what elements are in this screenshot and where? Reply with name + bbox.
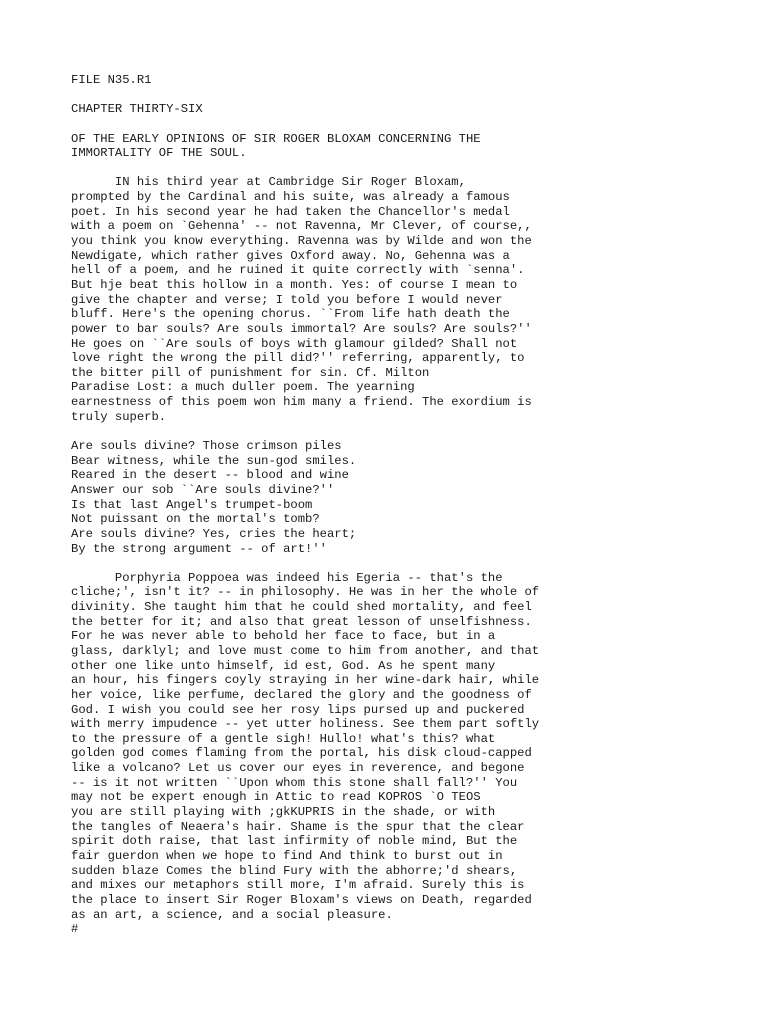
text-line: He goes on ``Are souls of boys with glamour gilded? Shall not — [71, 336, 518, 351]
text-line: prompted by the Cardinal and his suite, was already a famous — [71, 190, 510, 205]
text-line: God. I wish you could see her rosy lips pursed up and puckered — [71, 702, 525, 717]
poem-line: Reared in the desert -- blood and wine — [71, 468, 349, 483]
text-line: you think you know everything. Ravenna was by Wilde and won the — [71, 234, 532, 249]
text-line: her voice, like perfume, declared the glory and the goodness of — [71, 687, 532, 702]
text-line: like a volcano? Let us cover our eyes in reverence, and begone — [71, 761, 525, 776]
poem-line: By the strong argument -- of art!'' — [71, 541, 327, 556]
text-line: as an art, a science, and a social pleasure. — [71, 907, 393, 922]
text-line: # — [71, 922, 79, 937]
text-line: Newdigate, which rather gives Oxford away. No, Gehenna was a — [71, 248, 510, 263]
text-line: you are still playing with ;gkKUPRIS in the shade, or with — [71, 805, 496, 820]
text-line: poet. In his second year he had taken the Chancellor's medal — [71, 204, 510, 219]
text-line: Porphyria Poppoea was indeed his Egeria -- that's the — [71, 570, 503, 585]
text-line: glass, darklyl; and love must come to him from another, and that — [71, 643, 540, 658]
text-line: and mixes our metaphors still more, I'm afraid. Surely this is — [71, 878, 525, 893]
heading-line: OF THE EARLY OPINIONS OF SIR ROGER BLOXAM CONCERNING THE — [71, 131, 481, 146]
text-line: spirit doth raise, that last infirmity of noble mind, But the — [71, 834, 518, 849]
text-line: fair guerdon when we hope to find And think to burst out in — [71, 848, 503, 863]
chapter-title: CHAPTER THIRTY-SIX — [71, 102, 203, 117]
spacer — [71, 88, 751, 103]
document-page — [71, 73, 751, 937]
chapter-heading — [71, 132, 751, 161]
poem-line: Answer our sob ``Are souls divine?'' — [71, 482, 335, 497]
text-line: For he was never able to behold her face to face, but in a — [71, 629, 496, 644]
text-line: Paradise Lost: a much duller poem. The yearning — [71, 380, 415, 395]
text-line: divinity. She taught him that he could shed mortality, and feel — [71, 600, 532, 615]
text-line: golden god comes flaming from the portal, his disk cloud-capped — [71, 746, 532, 761]
text-line: give the chapter and verse; I told you before I would never — [71, 292, 503, 307]
paragraph-2 — [71, 571, 751, 937]
spacer — [71, 117, 751, 132]
poem-line: Is that last Angel's trumpet-boom — [71, 497, 313, 512]
heading-line: IMMORTALITY OF THE SOUL. — [71, 146, 247, 161]
poem-stanza — [71, 439, 751, 556]
text-line: with merry impudence -- yet utter holiness. See them part softly — [71, 717, 540, 732]
text-line: may not be expert enough in Attic to read KOPROS `O TEOS — [71, 790, 481, 805]
text-line: earnestness of this poem won him many a friend. The exordium is — [71, 395, 532, 410]
text-line: power to bar souls? Are souls immortal? Are souls? Are souls?'' — [71, 321, 532, 336]
text-line: IN his third year at Cambridge Sir Roger Bloxam, — [71, 175, 466, 190]
text-line: sudden blaze Comes the blind Fury with the abhorre;'d shears, — [71, 863, 518, 878]
text-line: the bitter pill of punishment for sin. Cf. Milton — [71, 365, 430, 380]
text-line: love right the wrong the pill did?'' referring, apparently, to — [71, 351, 525, 366]
text-line: other one like unto himself, id est, God. As he spent many — [71, 658, 496, 673]
text-line: hell of a poem, and he ruined it quite correctly with `senna'. — [71, 263, 525, 278]
text-line: But hje beat this hollow in a month. Yes: of course I mean to — [71, 277, 518, 292]
paragraph-1 — [71, 175, 751, 424]
spacer — [71, 556, 751, 571]
text-line: with a poem on `Gehenna' -- not Ravenna, Mr Clever, of course,, — [71, 219, 532, 234]
text-line: the better for it; and also that great lesson of unselfishness. — [71, 614, 532, 629]
spacer — [71, 424, 751, 439]
text-line: to the pressure of a gentle sigh! Hullo! what's this? what — [71, 731, 496, 746]
text-line: the place to insert Sir Roger Bloxam's views on Death, regarded — [71, 892, 532, 907]
text-line: cliche;', isn't it? -- in philosophy. He was in her the whole of — [71, 585, 540, 600]
text-line: truly superb. — [71, 409, 167, 424]
file-id: FILE N35.R1 — [71, 73, 152, 87]
spacer — [71, 161, 751, 176]
poem-line: Are souls divine? Those crimson piles — [71, 439, 342, 454]
text-line: bluff. Here's the opening chorus. ``From life hath death the — [71, 307, 510, 322]
text-line: an hour, his fingers coyly straying in her wine-dark hair, while — [71, 673, 540, 688]
poem-line: Are souls divine? Yes, cries the heart; — [71, 526, 357, 541]
poem-line: Bear witness, while the sun-god smiles. — [71, 453, 357, 468]
poem-line: Not puissant on the mortal's tomb? — [71, 512, 320, 527]
text-line: the tangles of Neaera's hair. Shame is the spur that the clear — [71, 819, 525, 834]
text-line: -- is it not written ``Upon whom this stone shall fall?'' You — [71, 775, 518, 790]
